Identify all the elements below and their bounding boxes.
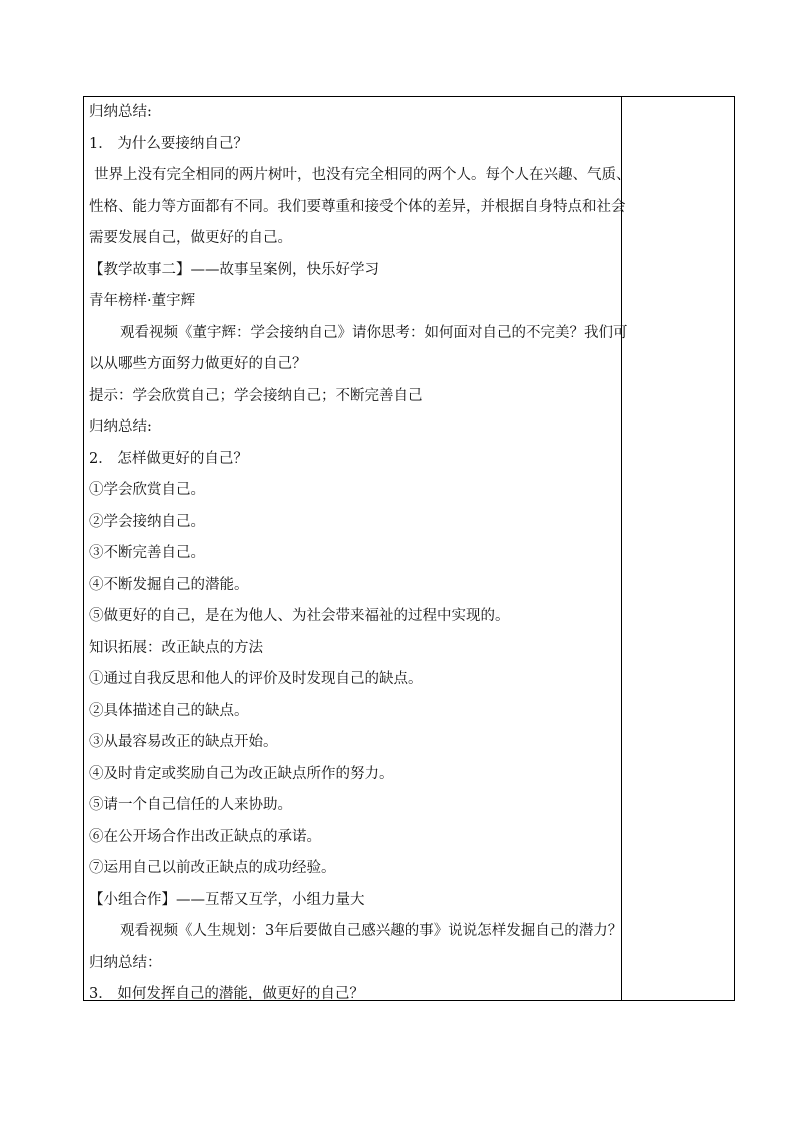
question-1: 1． 为什么要接纳自己？ [89, 136, 248, 152]
knowledge-extension-heading: 知识拓展：改正缺点的方法 [89, 640, 263, 656]
list-item: ②具体描述自己的缺点。 [89, 703, 249, 719]
role-model-title: 青年榜样·董宇辉 [89, 293, 196, 309]
video-task-line-1: 观看视频《董宇辉：学会接纳自己》请你思考：如何面对自己的不完美？我们可 [120, 325, 628, 341]
summary-heading-3: 归纳总结： [89, 955, 162, 971]
lesson-table [83, 96, 735, 1001]
answer-1-line-1: 世界上没有完全相同的两片树叶，也没有完全相同的两个人。每个人在兴趣、气质、 [94, 167, 631, 183]
hint-text: 提示：学会欣赏自己；学会接纳自己；不断完善自己 [89, 388, 423, 404]
content-cell [84, 97, 631, 1002]
summary-heading-1: 归纳总结: [89, 104, 152, 120]
story-two-heading: 【教学故事二】——故事呈案例，快乐好学习 [89, 262, 379, 278]
list-item: ①通过自我反思和他人的评价及时发现自己的缺点。 [89, 671, 423, 687]
list-item: ⑤做更好的自己，是在为他人、为社会带来福祉的过程中实现的。 [89, 608, 510, 624]
summary-heading-2: 归纳总结: [89, 419, 152, 435]
notes-cell [622, 97, 734, 1000]
group-work-heading: 【小组合作】——互帮又互学，小组力量大 [89, 892, 365, 908]
list-item: ④及时肯定或奖励自己为改正缺点所作的努力。 [89, 766, 394, 782]
list-item: ③从最容易改正的缺点开始。 [89, 734, 278, 750]
answer-1-line-3: 需要发展自己，做更好的自己。 [89, 230, 292, 246]
list-item: ④不断发掘自己的潜能。 [89, 577, 249, 593]
list-item: ⑦运用自己以前改正缺点的成功经验。 [89, 860, 336, 876]
question-3: 3． 如何发挥自己的潜能，做更好的自己？ [89, 986, 364, 1002]
list-item: ②学会接纳自己。 [89, 514, 205, 530]
list-item: ③不断完善自己。 [89, 545, 205, 561]
list-item: ⑥在公开场合作出改正缺点的承诺。 [89, 829, 321, 845]
question-2: 2． 怎样做更好的自己？ [89, 451, 248, 467]
list-item: ⑤请一个自己信任的人来协助。 [89, 797, 292, 813]
group-video-task: 观看视频《人生规划：3年后要做自己感兴趣的事》说说怎样发掘自己的潜力？ [120, 923, 623, 939]
answer-1-line-2: 性格、能力等方面都有不同。我们要尊重和接受个体的差异，并根据自身特点和社会 [89, 199, 626, 215]
video-task-line-2: 以从哪些方面努力做更好的自己？ [89, 356, 307, 372]
list-item: ①学会欣赏自己。 [89, 482, 205, 498]
